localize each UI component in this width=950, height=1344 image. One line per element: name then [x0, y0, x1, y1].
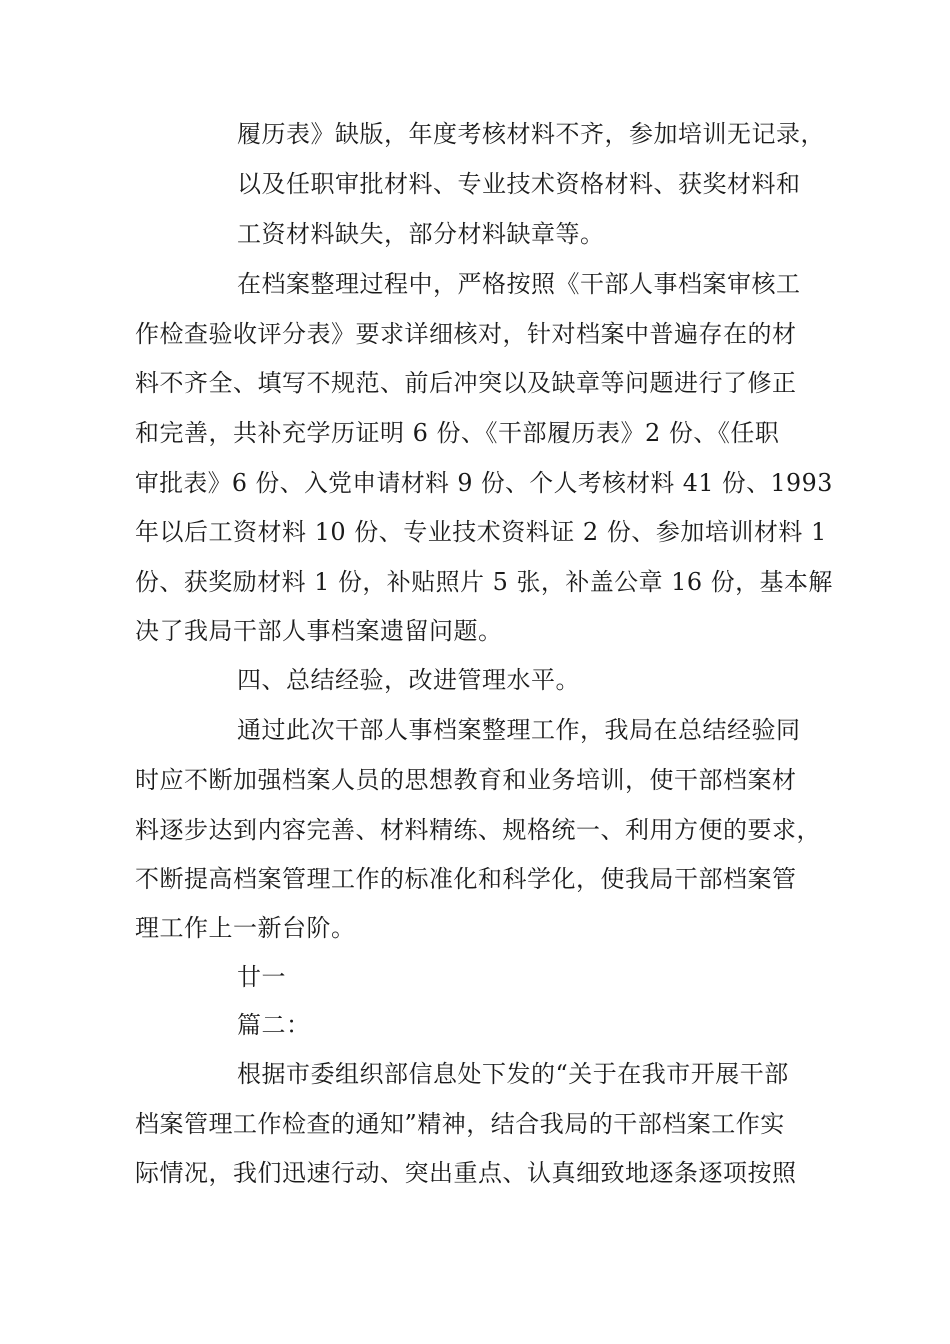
text-line: 履历表》缺版，年度考核材料不齐，参加培训无记录，: [237, 120, 825, 148]
text-line: 料不齐全、填写不规范、前后冲突以及缺章等问题进行了修正: [135, 369, 797, 397]
text-line: 决了我局干部人事档案遗留问题。: [135, 617, 503, 645]
section-heading: 四、总结经验，改进管理水平。: [237, 666, 580, 694]
section-heading: 篇二：: [237, 1011, 311, 1039]
text-line: 际情况，我们迅速行动、突出重点、认真细致地逐条逐项按照: [135, 1159, 797, 1187]
text-line: 通过此次干部人事档案整理工作，我局在总结经验同: [237, 716, 801, 744]
text-line: 年以后工资材料 10 份、专业技术资料证 2 份、参加培训材料 1: [135, 518, 827, 546]
text-line: 审批表》6 份、入党申请材料 9 份、个人考核材料 41 份、1993: [135, 469, 833, 497]
text-line: 以及任职审批材料、专业技术资格材料、获奖材料和: [237, 170, 801, 198]
text-line: 在档案整理过程中，严格按照《干部人事档案审核工: [237, 270, 801, 298]
text-line: 理工作上一新台阶。: [135, 914, 356, 942]
text-line: 份、获奖励材料 1 份，补贴照片 5 张，补盖公章 16 份，基本解: [135, 568, 833, 596]
text-line: 根据市委组织部信息处下发的“关于在我市开展干部: [237, 1060, 789, 1088]
text-line: 和完善，共补充学历证明 6 份、《干部履历表》2 份、《任职: [135, 419, 780, 447]
text-line: 料逐步达到内容完善、材料精练、规格统一、利用方便的要求，: [135, 816, 821, 844]
text-line: 作检查验收评分表》要求详细核对，针对档案中普遍存在的材: [135, 320, 797, 348]
text-line: 廿一: [237, 963, 286, 991]
text-line: 不断提高档案管理工作的标准化和科学化，使我局干部档案管: [135, 865, 797, 893]
text-line: 时应不断加强档案人员的思想教育和业务培训，使干部档案材: [135, 766, 797, 794]
text-line: 工资材料缺失，部分材料缺章等。: [237, 220, 605, 248]
text-line: 档案管理工作检查的通知”精神，结合我局的干部档案工作实: [135, 1110, 785, 1138]
